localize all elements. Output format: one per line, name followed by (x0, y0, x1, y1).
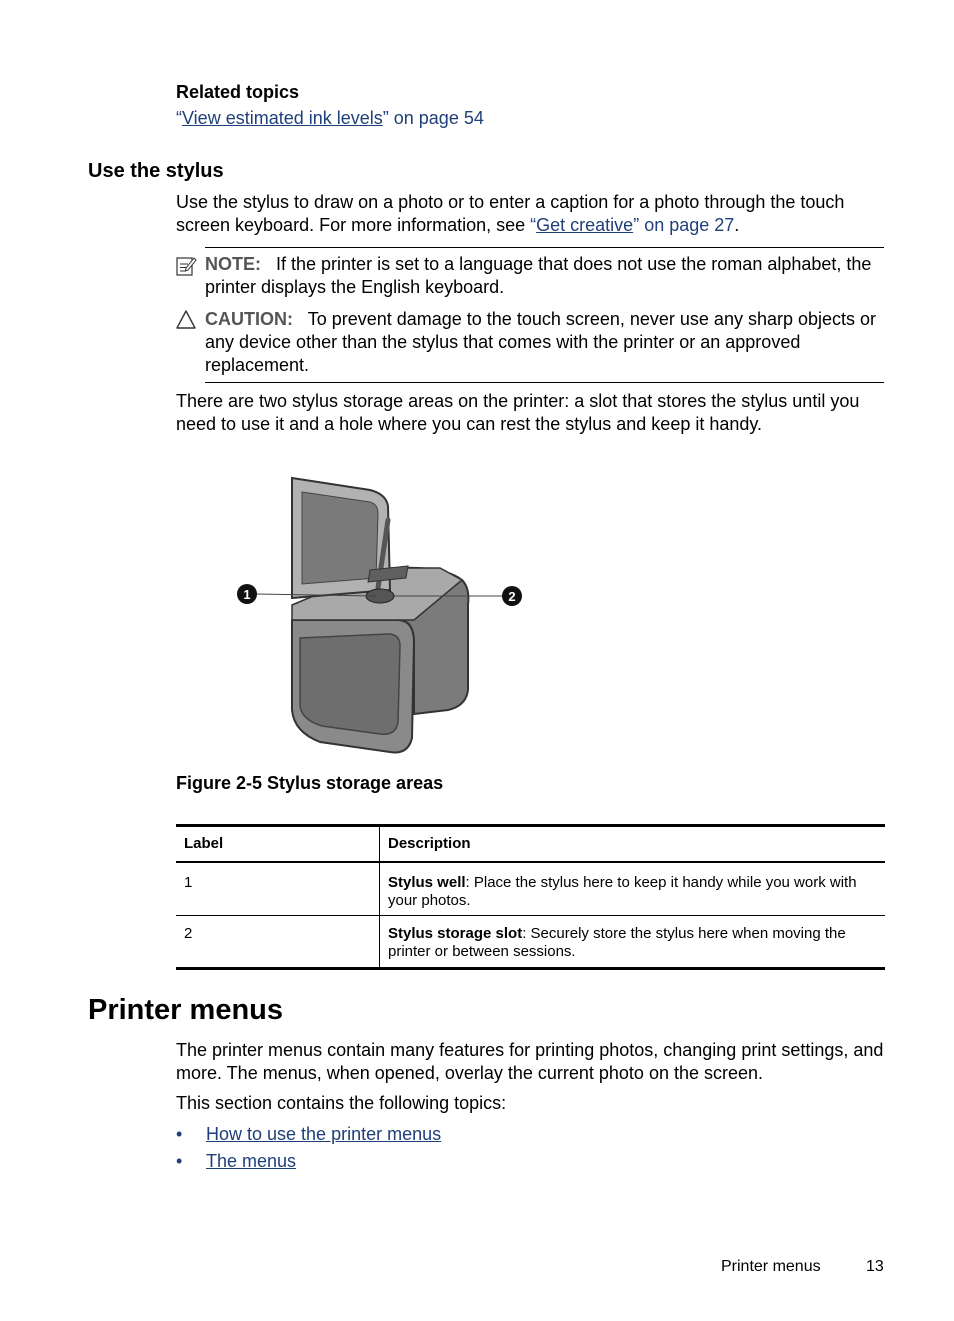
caution-text: To prevent damage to the touch screen, never use any sharp objects or any device other than the stylus that comes with the printer or an approved replacement. (205, 309, 877, 375)
table-row (176, 916, 885, 969)
row-term: Stylus storage slot (388, 925, 523, 942)
link-page-ref: ” on page 54 (382, 108, 484, 128)
header-label: Label (176, 826, 380, 863)
row-desc-text: : Securely store the stylus here when moving the printer or between sessions. (388, 925, 846, 960)
row-label: 1 (176, 862, 380, 916)
note-icon (175, 255, 197, 277)
list-item (176, 1123, 441, 1150)
stylus-intro-text: Use the stylus to draw on a photo or to enter a caption for a photo through the touch screen keyboard. For more information, see (176, 192, 845, 235)
row-description (380, 862, 886, 916)
note-label: NOTE: (205, 254, 261, 274)
menus-intro-paragraph: The printer menus contain many features for printing photos, changing print settings, and more. The menus, when opened, overlay the current photo on the screen. (176, 1040, 884, 1083)
related-topics-heading: Related topics (176, 82, 300, 102)
related-topic-link-line (176, 107, 484, 130)
note-paragraph (205, 253, 885, 299)
how-to-use-menus-link[interactable]: How to use the printer menus (206, 1124, 442, 1144)
stylus-section-heading: Use the stylus (88, 160, 224, 182)
intro-end: . (734, 215, 740, 235)
caution-triangle-icon (175, 309, 197, 331)
bullet: • (176, 1151, 183, 1171)
row-label: 2 (176, 916, 380, 969)
note-text: If the printer is set to a language that does not use the roman alphabet, the printer displays the English keyboard. (205, 254, 872, 297)
callout-1-label: 1 (243, 587, 251, 602)
table-row (176, 862, 885, 916)
intro-link-open-quote: “ (530, 215, 537, 235)
printer-menus-heading: Printer menus (88, 994, 283, 1026)
callout-2-label: 2 (508, 589, 516, 604)
link-open-quote: “ (176, 108, 182, 128)
note-top-rule (205, 247, 884, 248)
caution-label: CAUTION: (205, 309, 293, 329)
row-description (380, 916, 886, 969)
figure-caption: Figure 2-5 Stylus storage areas (176, 773, 444, 793)
topics-intro: This section contains the following topics: (176, 1093, 507, 1113)
footer-page-number: 13 (866, 1258, 884, 1275)
get-creative-link[interactable]: Get creative (536, 215, 634, 235)
topics-list (176, 1123, 441, 1177)
row-desc-text: : Place the stylus here to keep it handy while you work with your photos. (388, 874, 857, 909)
caution-paragraph (205, 308, 885, 377)
view-ink-levels-link[interactable]: View estimated ink levels (182, 108, 383, 128)
printer-stylus-figure (230, 470, 530, 760)
stylus-intro-paragraph (176, 191, 876, 237)
bullet: • (176, 1124, 183, 1144)
list-item (176, 1150, 441, 1177)
the-menus-link[interactable]: The menus (206, 1151, 297, 1171)
note-bottom-rule (205, 382, 884, 383)
header-description: Description (388, 835, 471, 852)
stylus-labels-table (176, 824, 885, 970)
row-term: Stylus well (388, 874, 466, 891)
footer-section-name: Printer menus (721, 1258, 821, 1275)
storage-paragraph: There are two stylus storage areas on the printer: a slot that stores the stylus until you need to use it and a hole where you can rest the stylus and keep it handy. (176, 391, 860, 434)
table-header-row (176, 826, 885, 863)
intro-link-page-ref: ” on page 27 (633, 215, 735, 235)
